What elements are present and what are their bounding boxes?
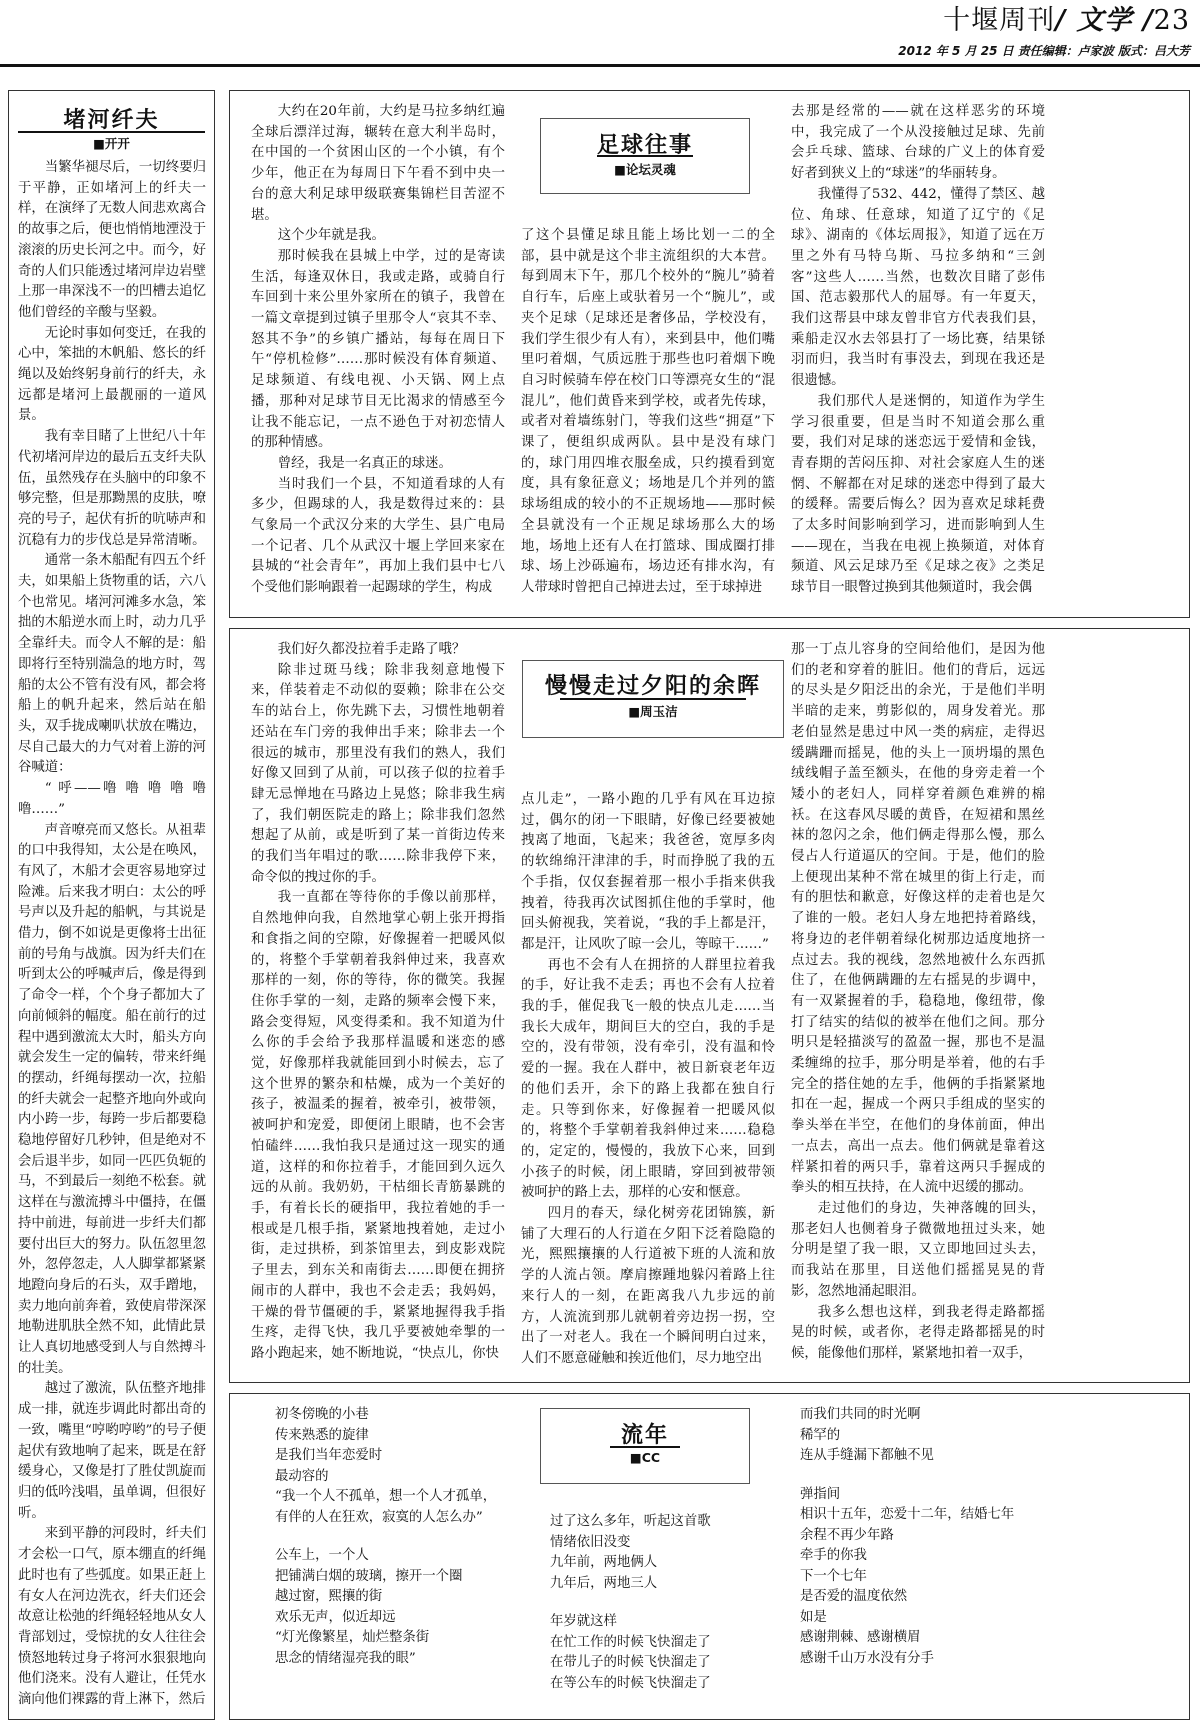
stanza-gap <box>550 1594 790 1612</box>
paragraph: 我有幸目睹了上世纪八十年代初堵河岸边的最后五支纤夫队伍，虽然残存在头脑中的印象不够完整，但是那黝黑的皮肤，嘹亮的号子，起伏有折的吭哧声和沉稳有力的步伐总是异常清晰。 <box>18 429 206 548</box>
article-author-liunian: ■CC <box>629 1450 661 1465</box>
article-title-football: 足球往事 <box>596 132 693 158</box>
poem-line: 感谢荆棘、感谢横眉 <box>800 1630 921 1645</box>
poem-line: 九年后，两地三人 <box>550 1575 658 1591</box>
paragraph: 我们好久都没拉着手走路了哦？ <box>277 642 466 657</box>
poem-line: 思念的情绪湿亮我的眼” <box>275 1650 416 1666</box>
poem-line: 牵手的你我 <box>800 1548 867 1563</box>
paragraph: 曾经，我是一名真正的球迷。 <box>277 455 452 471</box>
title-underline <box>18 131 205 133</box>
article-title-sunset: 慢慢走过夕阳的余晖 <box>544 673 761 699</box>
poem-line: 情绪依旧没变 <box>550 1534 631 1550</box>
poem-line: 过了这么多年，听起这首歌 <box>550 1514 711 1529</box>
poem-line: 如是 <box>800 1609 827 1625</box>
paragraph: 了这个县懂足球且能上场比划一二的全部，县中就是这个非主流组织的大本营。每到周末下午，那几个校外的“腕儿”骑着自行车，后座上或驮着另一个“腕儿”，或夹个足球（足球还是奢侈品，学校没有，我们学生很少有人有），来到县中，他们嘴里叼着烟，气质远胜于那些也叼着烟下晚自习时候骑车停在校门口等漂亮女生的“混混儿”，他们黄昏来到学校，或者先传球，或者对着墙练射门，等我们这些“拥趸”下课了，便组织成两队。县中是没有球门的，球门用四堆衣服垒成，只约摸看到宽度，具有象征意义；场地是几个并列的篮球场组成的较小的不正规场地——那时候全县就没有一个正规足球场那么大的场地，场地上还有人在打篮球、围成圈打排球、场上沙砾遍布，场边还有排水沟，有人带球时曾把自己掉进去过，至于球掉进 <box>521 228 775 595</box>
poem-line: 最动容的 <box>275 1468 329 1484</box>
paragraph: 去那是经常的——就在这样恶劣的环境中，我完成了一个从没接触过足球、先前会乒乓球、篮球、台球的广义上的体育爱好者到狭义上的“球迷”的华丽转身。 <box>791 104 1045 182</box>
paragraph: 点儿走”，一路小跑的几乎有风在耳边掠过，偶尔的闭一下眼睛，好像已经要被她拽离了地面，飞起来；我爸爸，宽厚多肉的软绵绵汗津津的手，时而挣脱了我的五个手指，仅仅套握着那一根小手指来供我拽着，待我再次试图抓住他的手掌时，他回头俯视我，笑着说，“我的手上都是汗，都是汗，让风吹了晾一会儿，等晾干……” <box>521 792 775 952</box>
paragraph: 我多么想也这样，到我老得走路都摇晃的时候，或者你，老得走路都摇晃的时候，能像他们那样，紧紧地扣着一双手， <box>791 1304 1045 1361</box>
paragraph: 那一丁点儿容身的空间给他们，是因为他们的老和穿着的脏旧。他们的背后，远远的尽头是夕阳泛出的余光，于是他们半明半暗的走来，剪影似的，周身发着光。那老伯显然是患过中风一类的病症，走得迟缓蹒跚而摇晃，他的头上一顶坍塌的黑色绒线帽子盖至额头，在他的身旁走着一个矮小的老妇人，同样穿着颜色难辨的棉袄。在这春风尽暖的黄昏，在短裙和黑丝袜的忽闪之余，他们俩走得那么慢，那么侵占人行道逼仄的空间。于是，他们的脸上便现出某种不常在城里的街上行走，而有的胆怯和歉意，好像这样的走着也是欠了谁的一般。老妇人身左地把持着路线，将身边的老伴朝着绿化树那边适度地挤一点过去。我的视线，忽然地被什么东西抓住了，在他俩蹒跚的左右摇晃的步调中，有一双紧握着的手，稳稳地，像纽带，像打了结实的结似的被举在他们之间。那分明只是轻描淡写的盈盈一握，那也不是温柔缠绵的拉手，那分明是举着，他的右手完全的搭住她的左手，他俩的手指紧紧地扣在一起，握成一个两只手组成的坚实的拳头举在半空，在他们的身体前面，伸出一点去，高出一点去。他们俩就是靠着这样紧扣着的两只手，靠着这两只手握成的拳头的相互扶持，在人流中迟缓的挪动。 <box>791 642 1045 1196</box>
article-body-sunset-col1 <box>251 640 505 1376</box>
title-underline <box>610 1446 680 1448</box>
poem-line: 年岁就这样 <box>550 1614 617 1629</box>
paragraph: 来到平静的河段时，纤夫们才会松一口气，原本绷直的纤绳此时也有了些弧度。如果正赶上有女人在河边洗衣，纤夫们还会故意让松弛的纤绳轻轻地从女人背部划过，受惊扰的女人往往会愤怒地转过身子将河水狠狠地向他们浇来。没有人避让，任凭水滴向他们裸露的背上淋下，然后 <box>18 1526 206 1708</box>
paragraph: 无论时事如何变迁，在我的心中，笨拙的木帆船、悠长的纤绳以及始终躬身前行的纤夫，永远都是堵河上最靓丽的一道风景。 <box>18 325 206 424</box>
publication-name: 十堰周刊 <box>943 5 1056 36</box>
article-title-liunian: 流年 <box>620 1422 669 1448</box>
article-body-sunset-col3 <box>791 640 1045 1376</box>
paragraph: 四月的春天，绿化树旁花团锦簇，新铺了大理石的人行道在夕阳下泛着隐隐的光，熙熙攘攘的人行道被下班的人流和放学的人流占领。摩肩擦踵地躲闪着路上往来行人的一刻，在距离我八九步远的前方，人流流到那儿就朝着旁边拐一拐，空出了一对老人。我在一个瞬间明白过来，人们不愿意碰触和挨近他们，尽力地空出 <box>521 1206 775 1366</box>
title-underline <box>597 155 693 157</box>
poem-line: “灯光像繁星，灿烂整条街 <box>275 1630 430 1645</box>
poem-line: 是否爱的温度依然 <box>800 1589 908 1604</box>
paragraph: 我懂得了532、442，懂得了禁区、越位、角球、任意球，知道了辽宁的《足球》、湖南的《体坛周报》，知道了远在万里之外有马特乌斯、马拉多纳和“三剑客”这些人……当然，也数次目睹了彭伟国、范志毅那代人的屈辱。有一年夏天，我们这帮县中球友曾非官方代表我们县，乘船走汉水去邻县打了一场比赛，结果铩羽而归，我当时有事没去，到现在我还是很遗憾。 <box>791 186 1045 389</box>
poem-line: 感谢千山万水没有分手 <box>800 1650 934 1666</box>
poem-column-3 <box>800 1405 1060 1669</box>
poem-line: 下一个七年 <box>800 1568 867 1584</box>
paragraph: 这个少年就是我。 <box>277 228 385 244</box>
article-author-zhuhe: ■开开 <box>93 136 130 151</box>
poem-line: “我一个人不孤单，想一个人才孤单， <box>275 1489 497 1504</box>
poem-line: 九年前，两地俩人 <box>550 1555 658 1570</box>
paragraph: 除非过斑马线；除非我刻意地慢下来，佯装着走不动似的耍赖；除非在公交车的站台上，你先跳下去，习惯性地朝着还站在车门旁的我伸出手来；除非去一个很远的城市，那里没有我们的熟人，我们好像又回到了从前，可以孩子似的拉着手肆无忌惮地在马路边上晃悠；除非我生病了，我们朝医院走的路上；除非我们忽然想起了从前，或是听到了某一首街边传来的我们当年唱过的歌……除非我停下来，命令似的拽过你的手。 <box>251 662 505 885</box>
article-body-football-col3 <box>791 102 1045 610</box>
paragraph: “ 呼——噜 噜 噜 噜 噜 噜……” <box>18 781 206 817</box>
poem-line: 欢乐无声，似近却远 <box>275 1609 396 1625</box>
poem-line: 有伴的人在狂欢，寂寞的人怎么办” <box>275 1509 483 1525</box>
poem-line: 是我们当年恋爱时 <box>275 1448 383 1463</box>
stanza-gap <box>800 1467 1060 1485</box>
poem-line: 越过窗，熙攘的街 <box>275 1589 383 1604</box>
poem-column-1 <box>275 1405 525 1669</box>
article-body-football-col1 <box>251 102 505 610</box>
paragraph: 越过了激流，队伍整齐地排成一排，就连步调此时都出奇的一致，嘴里“哼哟哼哟”的号子便起伏有致地响了起来，既是在舒缓身心，又像是打了胜仗凯旋而归的低吟浅唱，虽单调，但很好听。 <box>18 1381 206 1521</box>
article-body-sunset-col2 <box>521 790 775 1376</box>
poem-line: 公车上，一个人 <box>275 1548 369 1563</box>
article-title-zhuhe: 堵河纤夫 <box>63 107 160 133</box>
paragraph: 我们那代人是迷惘的，知道作为学生学习很重要，但是当时不知道会那么重要，我们对足球的迷恋远于爱情和金钱，青春期的苦闷压抑、对社会家庭人生的迷惘、不解都在对足球的迷恋中得到了最大的缓释。需要后悔么？因为喜欢足球耗费了太多时间影响到学习，进而影响到人生——现在，当我在电视上换频道，对体育频道、风云足球乃至《足球之夜》之类足球节目一眼瞥过换到其他频道时，我会偶 <box>791 393 1045 596</box>
poem-line: 余程不再少年路 <box>800 1527 894 1543</box>
paragraph: 大约在20年前，大约是马拉多纳红遍全球后漂洋过海，辗转在意大利半岛时，在中国的一个贫困山区的一个小镇，有个少年，他正在为每周日下午看不到中央一台的意大利足球甲级联赛集锦栏目苦涩不堪。 <box>251 104 505 223</box>
paragraph: 再也不会有人在拥挤的人群里拉着我的手，好让我不走丢；再也不会有人拉着我的手，催促我飞一般的快点儿走……当我长大成年，期间巨大的空白，我的手是空的，没有带领，没有牵引，没有温和怜爱的一握。我在人群中，被日新衰老年迈的他们丢开，余下的路上我都在独自行走。只等到你来，好像握着一把暖风似的，将整个手掌朝着我斜伸过来……稳稳的，定定的，慢慢的，我放下心来，回到小孩子的时候，闭上眼睛，穿回到被带领被呵护的路上去，那样的心安和惬意。 <box>521 957 775 1201</box>
paragraph: 我一直都在等待你的手像以前那样，自然地伸向我，自然地掌心朝上张开拇指和食指之间的空隙，好像握着一把暖风似的，将整个手掌朝着我斜伸过来，我喜欢那样的一刻，你的等待，你的微笑。我握住你手掌的一刻，走路的频率会慢下来，路会变得短，风变得柔和。我不知道为什么你的手会给予我那样温暖和迷恋的感觉，好像那样我就能回到小时候去，忘了这个世界的繁杂和枯燥，成为一个美好的孩子，被温柔的握着，被牵引，被带领，被呵护和宠爱，即便闭上眼睛，也不会害怕磕绊……我怕我只是通过这一现实的通道，这样的和你拉着手，才能回到久远久远的从前。我奶奶，干枯细长青筋暴跳的手，有着长长的硬指甲，我拉着她的手一根或是几根手指，紧紧地拽着她，走过小街，走过拱桥，到茶馆里去，到皮影戏院子里去，到东关和南街去……即便在拥挤闹市的人群中，我也不会走丢；我妈妈，干燥的骨节僵硬的手，紧紧地握得我手指生疼，走得飞快，我几乎要被她牵掣的一路小跑起来，她不断地说，“快点儿，你快 <box>251 890 505 1361</box>
poem-line: 弹指间 <box>800 1486 841 1502</box>
paragraph: 走过他们的身边，失神落魄的回头，那老妇人也侧着身子微微地扭过头来，她分明是望了我一眼，又立即地回过头去，而我站在那里，目送他们摇摇晃晃的背影，忽然地涌起眼泪。 <box>791 1200 1045 1299</box>
paragraph: 当时我们一个县，不知道看球的人有多少，但踢球的人，我是数得过来的：县气象局一个武汉分来的大学生、县广电局一个记者、几个从武汉十堰上学回来家在县城的“社会青年”，再加上我们县中七八个受他们影响跟着一起踢球的学生，构成 <box>251 476 505 596</box>
article-author-sunset: ■周玉洁 <box>628 704 678 719</box>
poem-line: 稀罕的 <box>800 1427 841 1443</box>
poem-line: 初冬傍晚的小巷 <box>275 1407 369 1422</box>
paragraph: 声音嘹亮而又悠长。从祖辈的口中我得知，太公是在唤风，有风了，木船才会更容易地穿过险滩。后来我才明白：太公的呼号声以及升起的船帆，与其说是借力，倒不如说是更像将士出征前的号角与战旗。因为纤夫们在听到太公的呼喊声后，像是得到了命令一样，个个身子都加大了向前倾斜的幅度。船在前行的过程中遇到激流太大时，船头方向就会发生一定的偏转，带来纤绳的摆动，纤绳每摆动一次，拉船的纤夫就会一起整齐地向外或向内小跨一步，每跨一步后都要稳稳地停留好几秒钟，但是绝对不会后退半步，如同一匹匹负轭的马，不到最后一刻绝不松套。就这样在与激流搏斗中僵持，在僵持中前进，每前进一步纤夫们都要付出巨大的努力。队伍忽里忽外，忽停忽走，人人脚掌都紧紧地蹬向身后的石头，双手蹭地，卖力地向前奔着，致使肩带深深地勒进肌肤全然不知，此情此景让人真切地感受到人与自然搏斗的壮美。 <box>18 822 206 1376</box>
poem-line: 连从手缝漏下都触不见 <box>800 1448 934 1463</box>
poem-column-2 <box>550 1512 790 1694</box>
poem-line: 在忙工作的时候飞快溜走了 <box>550 1634 711 1650</box>
paragraph: 那时候我在县城上中学，过的是寄读生活，每逢双休日，我或走路，或骑自行车回到十来公里外家所在的镇子，我曾在一篇文章提到过镇子里那令人“哀其不幸、怒其不争”的乡镇广播站，每每在周日下午“停机检修”……那时候没有体育频道、足球频道、有线电视、小天锅、网上点播，那种对足球节目无比渴求的情感至今让我不能忘记，一点不逊色于对初恋情人的那种情感。 <box>251 248 505 451</box>
paragraph: 当繁华褪尽后，一切终要归于平静，正如堵河上的纤夫一样，在演绎了无数人间悲欢离合的故事之后，便也悄悄地湮没于滚滚的历史长河之中。而今，好奇的人们只能透过堵河岸边岩壁上那一串深浅不一的凹槽去追忆他们曾经的辛酸与坚毅。 <box>18 160 206 320</box>
article-body-zhuhe <box>18 158 206 1714</box>
poem-line: 传来熟悉的旋律 <box>275 1427 369 1443</box>
section-name: 文学 <box>1076 5 1133 36</box>
poem-line: 在等公车的时候飞快溜走了 <box>550 1675 711 1691</box>
header-rule <box>0 64 1200 67</box>
dateline: 2012 年 5 月 25 日 责任编辑：卢家波 版式：吕大芳 <box>898 44 1190 58</box>
poem-line: 相识十五年，恋爱十二年，结婚七年 <box>800 1507 1015 1522</box>
poem-line: 把铺满白烟的玻璃，擦开一个圈 <box>275 1568 463 1584</box>
title-underline <box>560 698 746 700</box>
article-body-football-col2 <box>521 226 775 610</box>
masthead: 十堰周刊/ 文学 /23 <box>943 5 1190 36</box>
poem-line: 在带儿子的时候飞快溜走了 <box>550 1655 711 1670</box>
poem-line: 而我们共同的时光啊 <box>800 1407 921 1422</box>
page-number: 23 <box>1153 5 1190 36</box>
stanza-gap <box>275 1528 525 1546</box>
paragraph: 通常一条木船配有四五个纤夫，如果船上货物重的话，六八个也常见。堵河河滩多水急，笨拙的木船逆水而上时，动力几乎全靠纤夫。而令人不解的是：船即将行至特别湍急的地方时，驾船的太公不管有没有风，都会将船上的帆升起来，然后站在船头，双手拢成喇叭状放在嘴边，尽自己最大的力气对着上游的河谷喊道： <box>18 553 206 776</box>
article-author-football: ■论坛灵魂 <box>614 162 676 177</box>
